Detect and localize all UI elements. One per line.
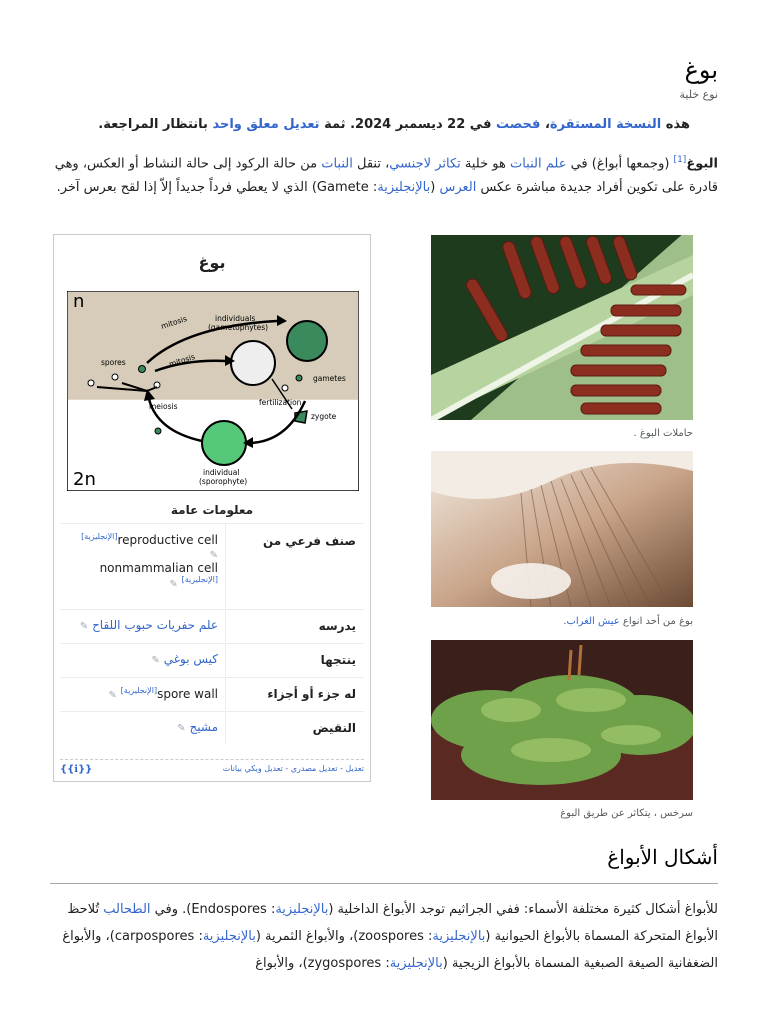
sporangium-link[interactable]: كيس بوغي [163, 652, 218, 666]
individuals-label: individuals [215, 314, 256, 323]
paragraph-text: للأبواغ أشكال كثيرة مختلفة الأسماء: ففي الجراثيم توجد الأبواغ الداخلية ( [328, 902, 718, 917]
row-label: يدرسه [318, 619, 356, 633]
spores-label: spores [101, 358, 126, 367]
gamete-link[interactable]: مشيج [189, 720, 218, 734]
value-text: nonmammalian cell [99, 561, 218, 575]
stable-version-link[interactable]: النسخة المستقرة [549, 117, 662, 132]
botany-link[interactable]: علم النبات [509, 156, 567, 172]
term-bold: البوغ [686, 156, 718, 172]
gametophyte-cell-white [231, 341, 275, 385]
fertilization-label: fertilization [259, 398, 302, 407]
english-link[interactable]: بالإنجليزية [432, 929, 486, 944]
gamete-dot [282, 385, 288, 391]
photo-caption [563, 616, 693, 627]
gamete-link[interactable]: العرس [439, 180, 477, 196]
paragraph-text: تُلاحظ الأبواغ المتحركة المسماة بالأبواغ الحيوانية ( [67, 902, 718, 944]
page-subtitle: نوع خلية [679, 88, 718, 101]
gametes-label: gametes [313, 374, 346, 383]
sporangia-photo[interactable] [431, 235, 693, 420]
intro-text: ، تنقل [352, 156, 390, 172]
diploid-label: 2n [73, 469, 96, 490]
checked-link[interactable]: فحصت [495, 117, 541, 132]
mitosis-label: mitosis [159, 314, 189, 331]
sporophyte-label: (sporophyte) [199, 477, 248, 486]
infobox-row-has-parts [60, 677, 364, 710]
life-cycle-diagram[interactable] [67, 291, 359, 491]
haploid-label: n [73, 291, 85, 312]
photo-caption: حاملات البوغ . [633, 428, 693, 439]
infobox-title: بوغ [198, 253, 226, 272]
asexual-reproduction-link[interactable]: تكاثر لاجنسي [389, 156, 461, 172]
sporophyte-cell [202, 421, 246, 465]
spore-dot [112, 374, 118, 380]
edit-icon[interactable]: ✎ [177, 723, 186, 734]
english-link[interactable]: بالإنجليزية [389, 956, 443, 971]
paragraph-text: : Endospores). وفي [150, 902, 276, 917]
infobox-row-studied-by [60, 609, 364, 642]
mushroom-link[interactable]: عيش الغراب [566, 616, 620, 627]
notice-text: في 22 ديسمبر 2024. ثمة [319, 117, 496, 132]
infobox-row-subclass [60, 523, 364, 608]
row-label: صنف فرعي من [262, 534, 356, 548]
edit-icon[interactable]: ✎ [108, 690, 117, 701]
section-paragraph [50, 896, 718, 977]
section-heading: أشكال الأبواغ [607, 845, 718, 869]
spore-wall-text: spore wall [157, 687, 218, 701]
edit-icon[interactable]: ✎ [209, 550, 218, 561]
intro-text: ( [430, 180, 440, 196]
english-link[interactable]: بالإنجليزية [377, 180, 431, 196]
english-link[interactable]: بالإنجليزية [202, 929, 256, 944]
palynology-link[interactable]: علم حفريات حبوب اللقاح [92, 618, 218, 632]
caption-text: . [563, 616, 567, 627]
paragraph-text: : carpospores)، والأبواغ الضغفانية الصيغة الصبغية المسماة بالأبواغ الزيجية ( [62, 929, 718, 971]
notice-text: بانتظار المراجعة. [98, 117, 213, 132]
value-text: reproductive cell [117, 533, 218, 547]
paragraph-text: : zygospores)، والأبواغ [255, 956, 390, 971]
caption-text: بوغ من أحد انواع [619, 616, 693, 627]
english-link[interactable]: بالإنجليزية [275, 902, 329, 917]
infobox-section-header: معلومات عامة [170, 503, 254, 517]
fern-photo[interactable] [431, 640, 693, 800]
gametophytes-label: (gametophytes) [208, 323, 269, 332]
infobox-row-opposite [60, 711, 364, 744]
plant-link[interactable]: النبات [321, 156, 353, 172]
revision-notice [98, 117, 690, 132]
photo-caption: سرخس ، يتكاثر عن طريق البوغ [560, 808, 693, 819]
infobox [53, 234, 371, 782]
spore-dot [139, 366, 146, 373]
infobox-footer [60, 759, 364, 773]
edit-icon[interactable]: ✎ [79, 621, 89, 632]
english-tag-link[interactable]: [الإنجليزية] [181, 575, 218, 584]
edit-icon[interactable]: ✎ [169, 579, 178, 590]
spore-dot [88, 380, 94, 386]
row-label: ينتجها [320, 653, 356, 667]
row-value [66, 532, 218, 590]
heading-divider [50, 883, 718, 884]
notice-text: هذه [661, 117, 690, 132]
intro-paragraph [50, 148, 718, 200]
edit-links[interactable]: تعديل - تعديل مصدري - تعديل ويكي بيانات [222, 764, 364, 773]
algae-link[interactable]: الطحالب [103, 902, 151, 917]
page-title: بوغ [684, 56, 718, 84]
reference-link[interactable]: [1] [673, 155, 687, 165]
english-tag-link[interactable]: [الإنجليزية] [120, 686, 158, 695]
intro-text: من حالة الركود إلى حالة النشاط أو العكس، وهي قادرة على تكوين أفراد جديدة مباشرة عكس [54, 156, 718, 196]
individual-label: individual [203, 468, 240, 477]
mitosis-label-2: mitosis [167, 352, 197, 369]
gametophyte-cell-green [287, 321, 327, 361]
wikidata-icon[interactable]: {{ℹ}} [60, 764, 93, 775]
row-label: النقيض [312, 721, 356, 735]
notice-text: ، [540, 117, 550, 132]
infobox-row-produced-by [60, 643, 364, 676]
zygote-label: zygote [311, 412, 337, 421]
english-tag-link[interactable]: [الإنجليزية] [81, 532, 118, 541]
row-label: له جزء أو أجزاء [267, 687, 356, 701]
intro-text: هو خلية [460, 156, 510, 172]
spore-dot [155, 428, 161, 434]
gamete-dot [296, 375, 302, 381]
edit-icon[interactable]: ✎ [151, 655, 160, 666]
meiosis-label: meiosis [149, 402, 178, 411]
intro-text: (وجمعها أبواغ) في [566, 156, 674, 172]
pending-edit-link[interactable]: تعديل معلق واحد [212, 117, 320, 132]
paragraph-text: : zoospores)، والأبواغ الثمرية ( [255, 929, 433, 944]
intro-text: : Gamete) الذي لا يعطي فرداً جديداً إلاّ إذا لقح بعرس آخر. [56, 180, 378, 196]
mushroom-spore-photo[interactable] [431, 451, 693, 607]
